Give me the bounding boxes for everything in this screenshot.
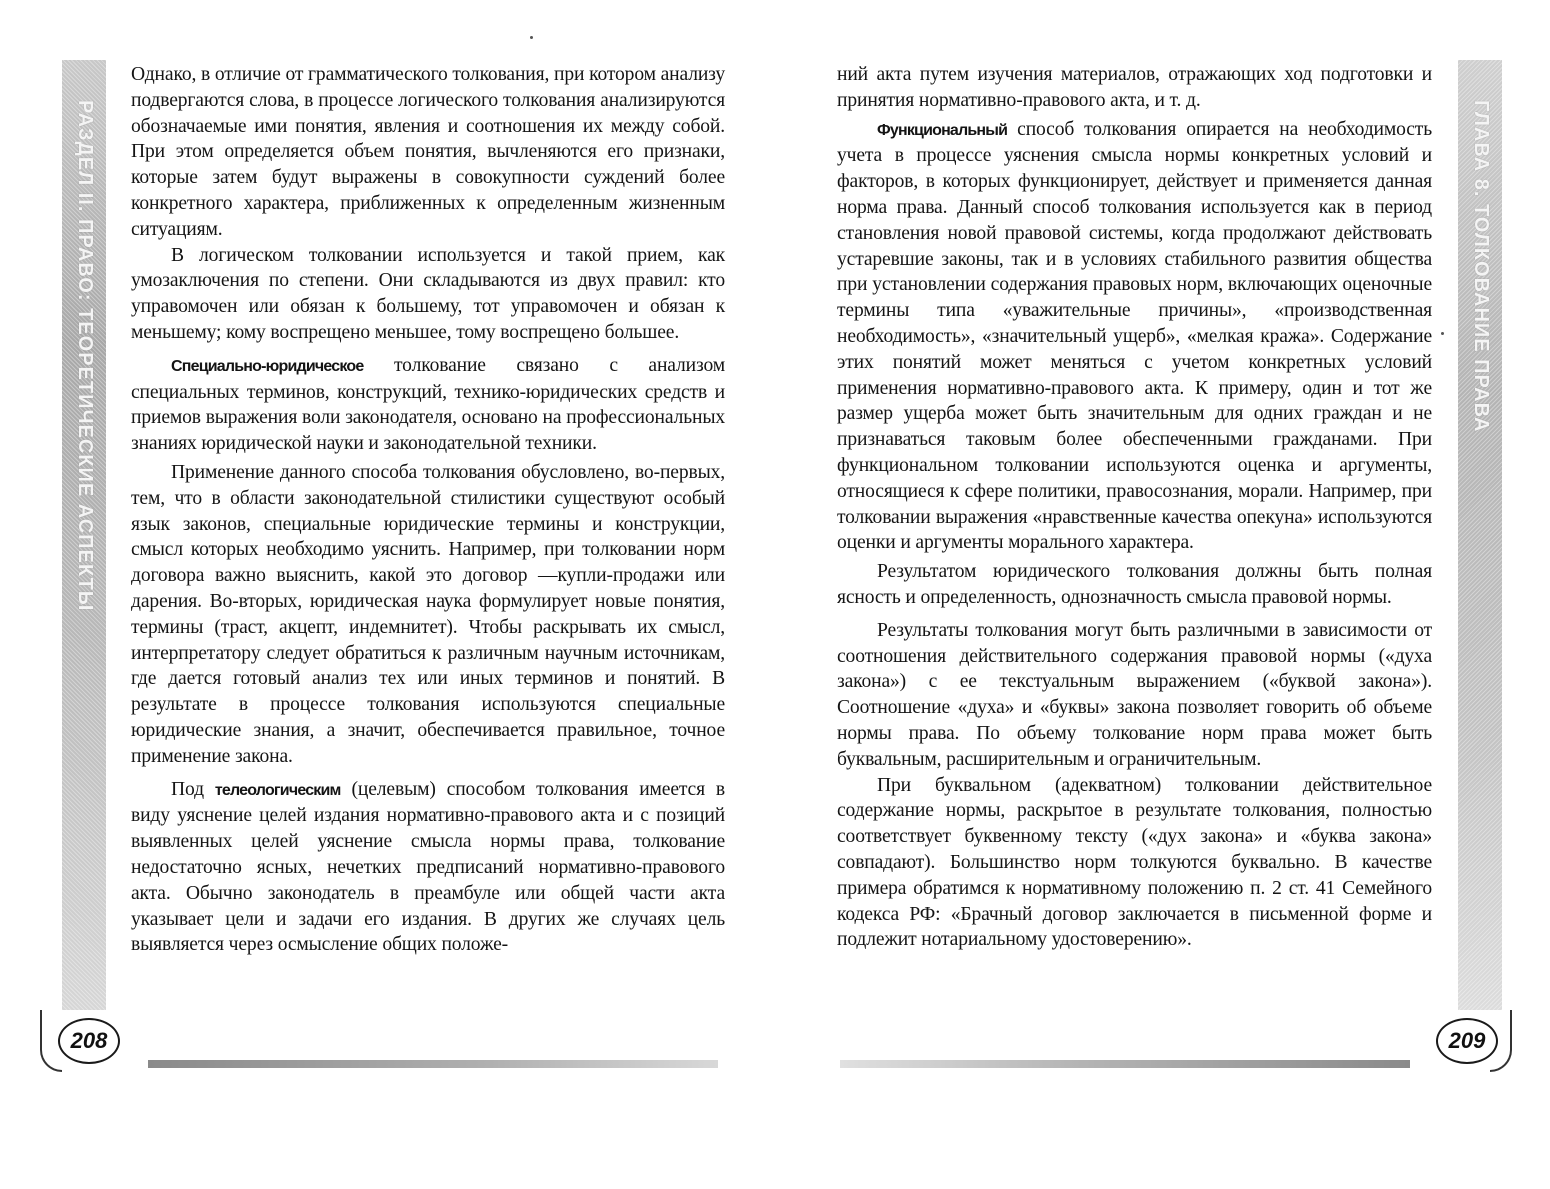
right-side-banner-text: ГЛАВА 8. ТОЛКОВАНИЕ ПРАВА (1470, 100, 1492, 433)
paragraph: Функциональный способ толкования опирается на необходимость учета в процессе уяснения смысла нормы конкретных условий и факторов, в которых функционирует, действует и применяется данная норма права. Данный способ толкования используется как в период становления новой правовой системы, когда продолжают действовать устаревшие законы, так и в условиях стабильного развития общества при установлении содержания правовых норм, включающих оценочные термины типа «уважительные причины», «производственная необходимость», «значительный ущерб», «мелкая кража». Содержание этих понятий может меняться с учетом конкретных условий применения нормативно-правового акта. К примеру, один и тот же размер ущерба может быть значительным для одних граждан и не признаваться таковым более обеспеченными гражданами. При функциональном толковании используются оценка и аргументы, относящиеся к сфере политики, правосознания, морали. Например, при толковании выражения «нравственные качества опекуна» используются оценки и аргументы морального характера. (837, 118, 1432, 554)
left-page-number: 208 (58, 1018, 120, 1064)
paragraph: В логическом толковании используется и такой прием, как умозаключения по степени. Они складываются из двух правил: кто управомочен или обязан к большему, тот управомочен и обязан к меньшему; кому воспрещено меньшее, тому воспрещено большее. (131, 244, 725, 343)
paragraph: Применение данного способа толкования обусловлено, во-первых, тем, что в области законодательной стилистики существуют особый язык законов, специальные юридические термины и конструкции, смысл которых необходимо уяснить. Например, при толковании норм договора важно выяснить, какой это договор —купли-продажи или дарения. Во-вторых, юридическая наука формулирует новые понятия, термины (траст, акцепт, индемнитет). Чтобы раскрывать их смысл, интерпретатору следует обратиться к различным научным источникам, где дается готовый анализ тех или иных терминов и понятий. В результате в процессе толкования используются специальные юридические знания, а значит, обеспечивается правильное, точное применение закона. (131, 461, 725, 767)
paragraph: Результаты толкования могут быть различными в зависимости от соотношения действительного содержания правовой нормы («духа закона») с ее текстуальным выражением («буквой закона»). Соотношение «духа» и «буквы» закона позволяет говорить об объеме нормы права. По объему толкование норм права может быть буквальным, расширительным и ограничительным. (837, 619, 1432, 770)
paragraph: Специально-юридическое толкование связано с анализом специальных терминов, конструкций, технико-юридических средств и приемов выражения воли законодателя, основано на профессиональных знаниях юридической науки и законодательной техники. (131, 354, 725, 455)
term-teleological: телеологическим (214, 781, 341, 799)
right-footer-rule (840, 1060, 1410, 1068)
term-functional: Функциональный (877, 121, 1008, 139)
paragraph: Под телеологическим (целевым) способом толкования имеется в виду уяснение целей издания нормативно-правового акта и с позиций выявленных целей уяснение смысла нормы права, толкование недостаточно ясных, нечетких предписаний нормативно-правового акта. Обычно законодатель в преамбуле или общей части акта указывает цели и задачи его издания. В других же случаях цель выявляется через осмысление общих положе- (131, 778, 725, 956)
scan-speck (530, 36, 533, 39)
right-page-number: 209 (1436, 1018, 1498, 1064)
term-special-legal: Специально-юридическое (171, 357, 364, 375)
right-page-text (837, 62, 1432, 953)
left-footer-rule (148, 1060, 718, 1068)
paragraph: Результатом юридического толкования должны быть полная ясность и определенность, однозначность смысла правовой нормы. (837, 561, 1432, 608)
left-side-banner (62, 60, 106, 1010)
paragraph: Однако, в отличие от грамматического толкования, при котором анализу подвергаются слова, в процессе логического толкования анализируются обозначаемые ими понятия, явления и соотношения их между собой. При этом определяется объем понятия, вычленяются его признаки, которые затем будут выражены в совокупности суждений более конкретного характера, приближенных к определенным жизненным ситуациям. (131, 64, 725, 240)
paragraph: При буквальном (адекватном) толковании действительное содержание нормы, раскрытое в результате толкования, полностью соответствует буквенному тексту («дух закона» и «буква закона» совпадают). Большинство норм толкуются буквально. В качестве примера обратимся к нормативному положению п. 2 ст. 41 Семейного кодекса РФ: «Брачный договор заключается в письменной форме и подлежит нотариальному удостоверению». (837, 774, 1432, 951)
right-side-banner (1458, 60, 1502, 1010)
scan-speck (1441, 332, 1444, 335)
paragraph: ний акта путем изучения материалов, отражающих ход подготовки и принятия нормативно-правового акта, и т. д. (837, 64, 1432, 111)
left-side-banner-text: РАЗДЕЛ II. ПРАВО: ТЕОРЕТИЧЕСКИЕ АСПЕКТЫ (74, 100, 96, 612)
left-page-text (131, 62, 725, 958)
